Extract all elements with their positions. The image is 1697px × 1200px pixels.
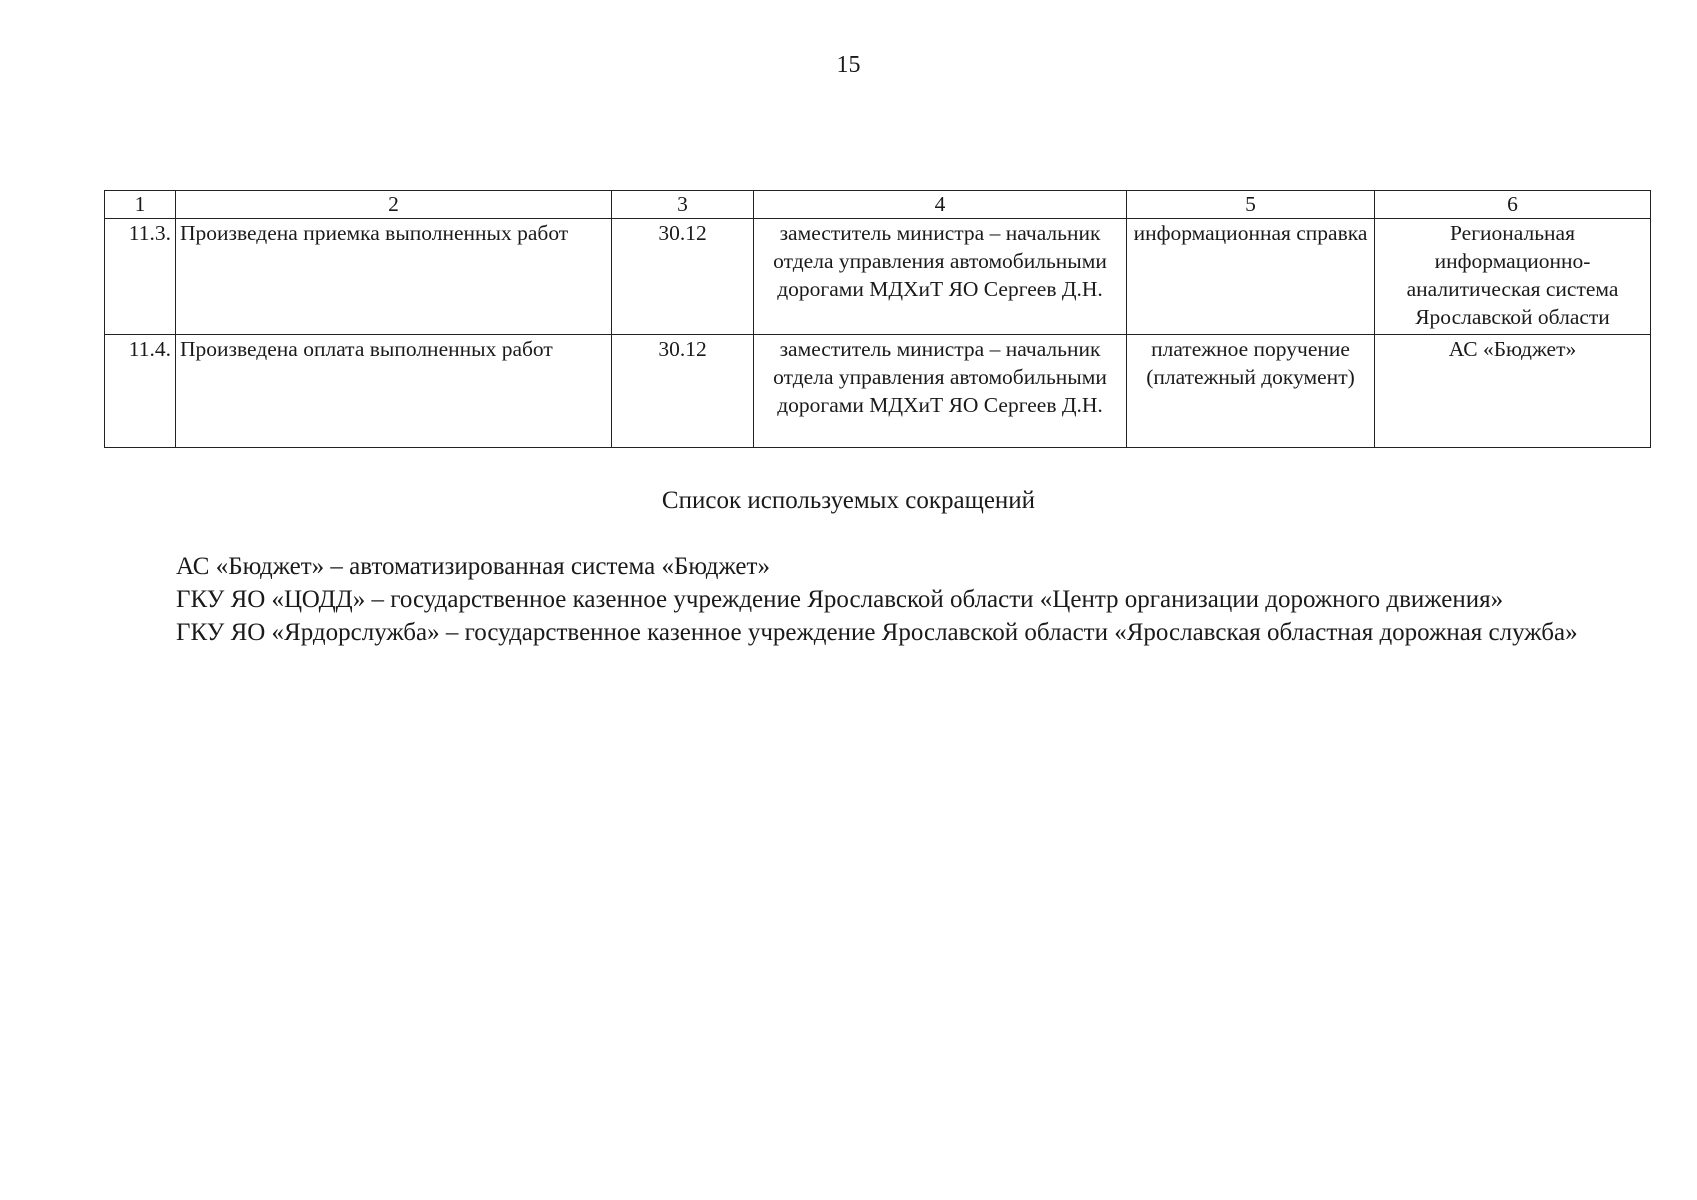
header-col-6: 6 — [1375, 191, 1651, 219]
row-document: платежное поручение (платежный документ) — [1127, 335, 1375, 448]
row-date: 30.12 — [612, 335, 754, 448]
row-number: 11.4. — [105, 335, 176, 448]
header-col-2: 2 — [176, 191, 612, 219]
page-number: 15 — [836, 52, 861, 78]
abbreviation-item: АС «Бюджет» – автоматизированная система «Бюджет» — [176, 553, 770, 580]
header-col-4: 4 — [754, 191, 1127, 219]
header-col-1: 1 — [105, 191, 176, 219]
abbreviations-list — [100, 550, 1585, 649]
abbreviation-item: ГКУ ЯО «Ярдорслужба» – государственное казенное учреждение Ярославской области «Ярославская областная дорожная служба» — [176, 619, 1578, 646]
header-col-5: 5 — [1127, 191, 1375, 219]
row-responsible: заместитель министра – начальник отдела управления автомобильными дорогами МДХиТ ЯО Сергеев Д.Н. — [754, 335, 1127, 448]
row-event: Произведена оплата выполненных работ — [176, 335, 612, 448]
table-row — [105, 219, 1651, 335]
table-row — [105, 335, 1651, 448]
table-header-row — [105, 191, 1651, 219]
row-system: Региональная информационно-аналитическая система Ярославской области — [1375, 219, 1651, 335]
plan-table — [104, 190, 1651, 448]
row-responsible: заместитель министра – начальник отдела управления автомобильными дорогами МДХиТ ЯО Сергеев Д.Н. — [754, 219, 1127, 335]
row-system: АС «Бюджет» — [1375, 335, 1651, 448]
row-date: 30.12 — [612, 219, 754, 335]
abbreviation-item: ГКУ ЯО «ЦОДД» – государственное казенное учреждение Ярославской области «Центр организации дорожного движения» — [176, 586, 1504, 613]
header-col-3: 3 — [612, 191, 754, 219]
row-document: информационная справка — [1127, 219, 1375, 335]
abbreviations-title: Список используемых сокращений — [661, 487, 1036, 514]
row-event: Произведена приемка выполненных работ — [176, 219, 612, 335]
row-number: 11.3. — [105, 219, 176, 335]
